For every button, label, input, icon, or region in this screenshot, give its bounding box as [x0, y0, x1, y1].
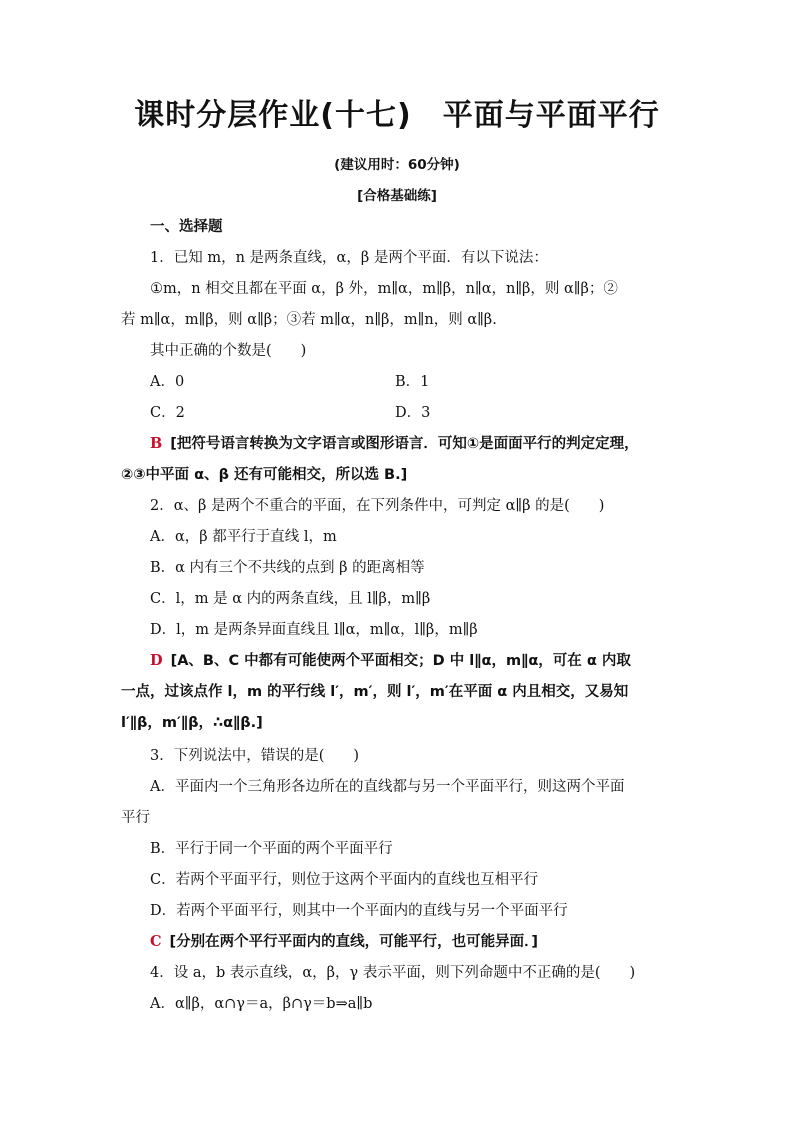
section-tag: [合格基础练]: [357, 188, 437, 204]
q3-answer: C: [150, 933, 162, 950]
q1-line2: ①m，n 相交且都在平面 α，β 外，m∥α，m∥β，n∥α，n∥β，则 α∥β；②: [150, 281, 618, 297]
page-title: 课时分层作业(十七) 平面与平面平行: [134, 98, 660, 133]
q1-explanation-line1: [150, 434, 639, 454]
section-heading: 一、选择题: [150, 219, 223, 235]
q2-explanation-line2: 一点，过该点作 l，m 的平行线 l′，m′，则 l′，m′在平面 α 内且相交，又易知: [121, 684, 629, 700]
q2-option-d: D．l，m 是两条异面直线且 l∥α，m∥α，l∥β，m∥β: [150, 622, 478, 638]
q1-option-d: D．3: [395, 405, 431, 421]
q3-explanation-line1: [150, 932, 538, 952]
q3-option-b: B．平行于同一个平面的两个平面平行: [150, 841, 393, 857]
q1-exp1: [把符号语言转换为文字语言或图形语言．可知①是面面平行的判定定理，: [170, 436, 639, 452]
q1-option-c: C．2: [150, 405, 185, 421]
q2-answer: D: [150, 652, 163, 669]
q3-stem: 3．下列说法中，错误的是( ): [150, 748, 360, 764]
q1-line4: 其中正确的个数是( ): [150, 343, 307, 359]
q1-answer: B: [150, 435, 163, 452]
q3-exp1: [分别在两个平行平面内的直线，可能平行，也可能异面．]: [169, 934, 539, 950]
q3-option-c: C．若两个平面平行，则位于这两个平面内的直线也互相平行: [150, 872, 539, 888]
q1-option-a: A．0: [150, 374, 185, 390]
q2-exp1: [A、B、C 中都有可能使两个平面相交；D 中 l∥α，m∥α，可在 α 内取: [170, 653, 631, 669]
q3-option-a-line2: 平行: [121, 810, 150, 826]
suggested-time: (建议用时：60分钟): [334, 157, 460, 173]
q2-stem: 2．α、β 是两个不重合的平面，在下列条件中，可判定 α∥β 的是( ): [150, 498, 605, 514]
q1-option-b: B．1: [395, 374, 430, 390]
q3-option-d: D．若两个平面平行，则其中一个平面内的直线与另一个平面平行: [150, 903, 568, 919]
q4-option-a: A．α∥β，α∩γ＝a，β∩γ＝b⇒a∥b: [150, 996, 373, 1012]
q2-explanation-line3: l′∥β，m′∥β，∴α∥β.]: [121, 715, 263, 731]
q1-explanation-line2: ②③中平面 α、β 还有可能相交，所以选 B.]: [121, 467, 408, 483]
q2-explanation-line1: [150, 651, 631, 671]
q1-line3: 若 m∥α，m∥β，则 α∥β；③若 m∥α，n∥β，m∥n，则 α∥β.: [121, 312, 497, 328]
q2-option-a: A．α，β 都平行于直线 l，m: [150, 529, 337, 545]
q2-option-c: C．l，m 是 α 内的两条直线，且 l∥β，m∥β: [150, 591, 431, 607]
q4-stem: 4．设 a，b 表示直线，α，β，γ 表示平面，则下列命题中不正确的是( ): [150, 965, 636, 981]
q3-option-a-line1: A．平面内一个三角形各边所在的直线都与另一个平面平行，则这两个平面: [150, 779, 625, 795]
q1-stem: 1．已知 m，n 是两条直线，α，β 是两个平面．有以下说法：: [150, 250, 548, 266]
q2-option-b: B．α 内有三个不共线的点到 β 的距离相等: [150, 560, 425, 576]
